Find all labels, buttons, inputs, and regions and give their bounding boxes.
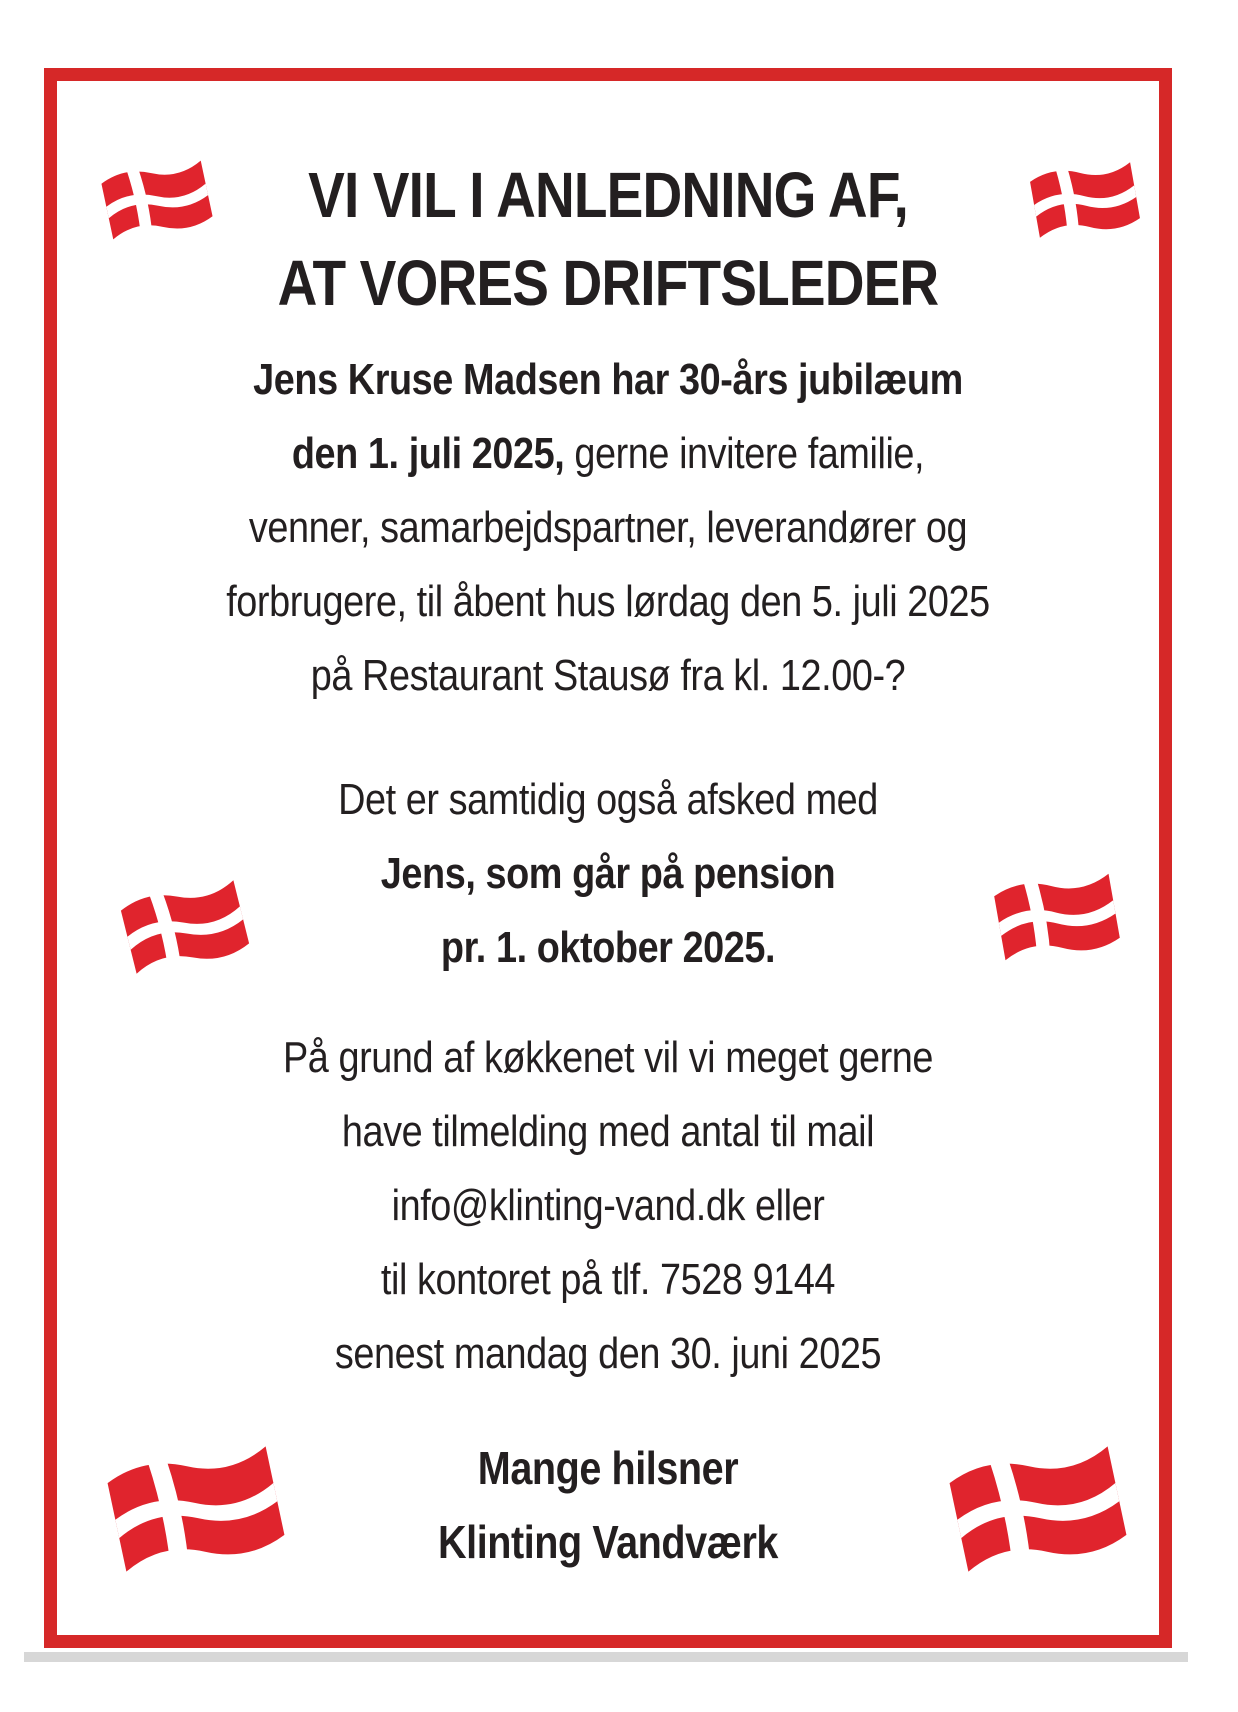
invitation-line-4: forbrugere, til åbent hus lørdag den 5. juli 2025 (226, 577, 990, 626)
invitation-line-3: venner, samarbejdspartner, leverandører og (248, 503, 968, 552)
headline-line-1: VI VIL I ANLEDNING AF, (308, 159, 908, 231)
invitation-text: gerne invitere familie, (564, 429, 925, 478)
greeting: Mange hilsner (477, 1442, 739, 1494)
signup-line-2: have tilmelding med antal til mail (341, 1107, 875, 1156)
invitation-line-5: på Restaurant Stausø fra kl. 12.00-? (310, 651, 906, 700)
headline-line-2: AT VORES DRIFTSLEDER (277, 247, 939, 319)
invitation-paragraph (134, 343, 1082, 713)
jubilee-date: den 1. juli 2025, (291, 429, 565, 478)
ad-shadow (24, 1652, 1188, 1662)
announcement-ad (44, 68, 1172, 1648)
signoff (134, 1431, 1082, 1579)
signup-deadline: senest mandag den 30. juni 2025 (334, 1329, 882, 1378)
headline (134, 151, 1082, 327)
farewell-line-1: Det er samtidig også afsked med (338, 775, 878, 824)
signup-paragraph (134, 1021, 1082, 1391)
signup-phone: til kontoret på tlf. 7528 9144 (380, 1255, 836, 1304)
invitation-line-2 (134, 417, 1082, 491)
farewell-line-3: pr. 1. oktober 2025. (440, 923, 776, 972)
jubilee-line: Jens Kruse Madsen har 30-års jubilæum (253, 355, 963, 404)
sender-name: Klinting Vandværk (437, 1516, 778, 1568)
farewell-paragraph (134, 763, 1082, 985)
farewell-line-2: Jens, som går på pension (380, 849, 836, 898)
signup-line-1: På grund af køkkenet vil vi meget gerne (283, 1033, 933, 1082)
signup-email: info@klinting-vand.dk eller (391, 1181, 825, 1230)
